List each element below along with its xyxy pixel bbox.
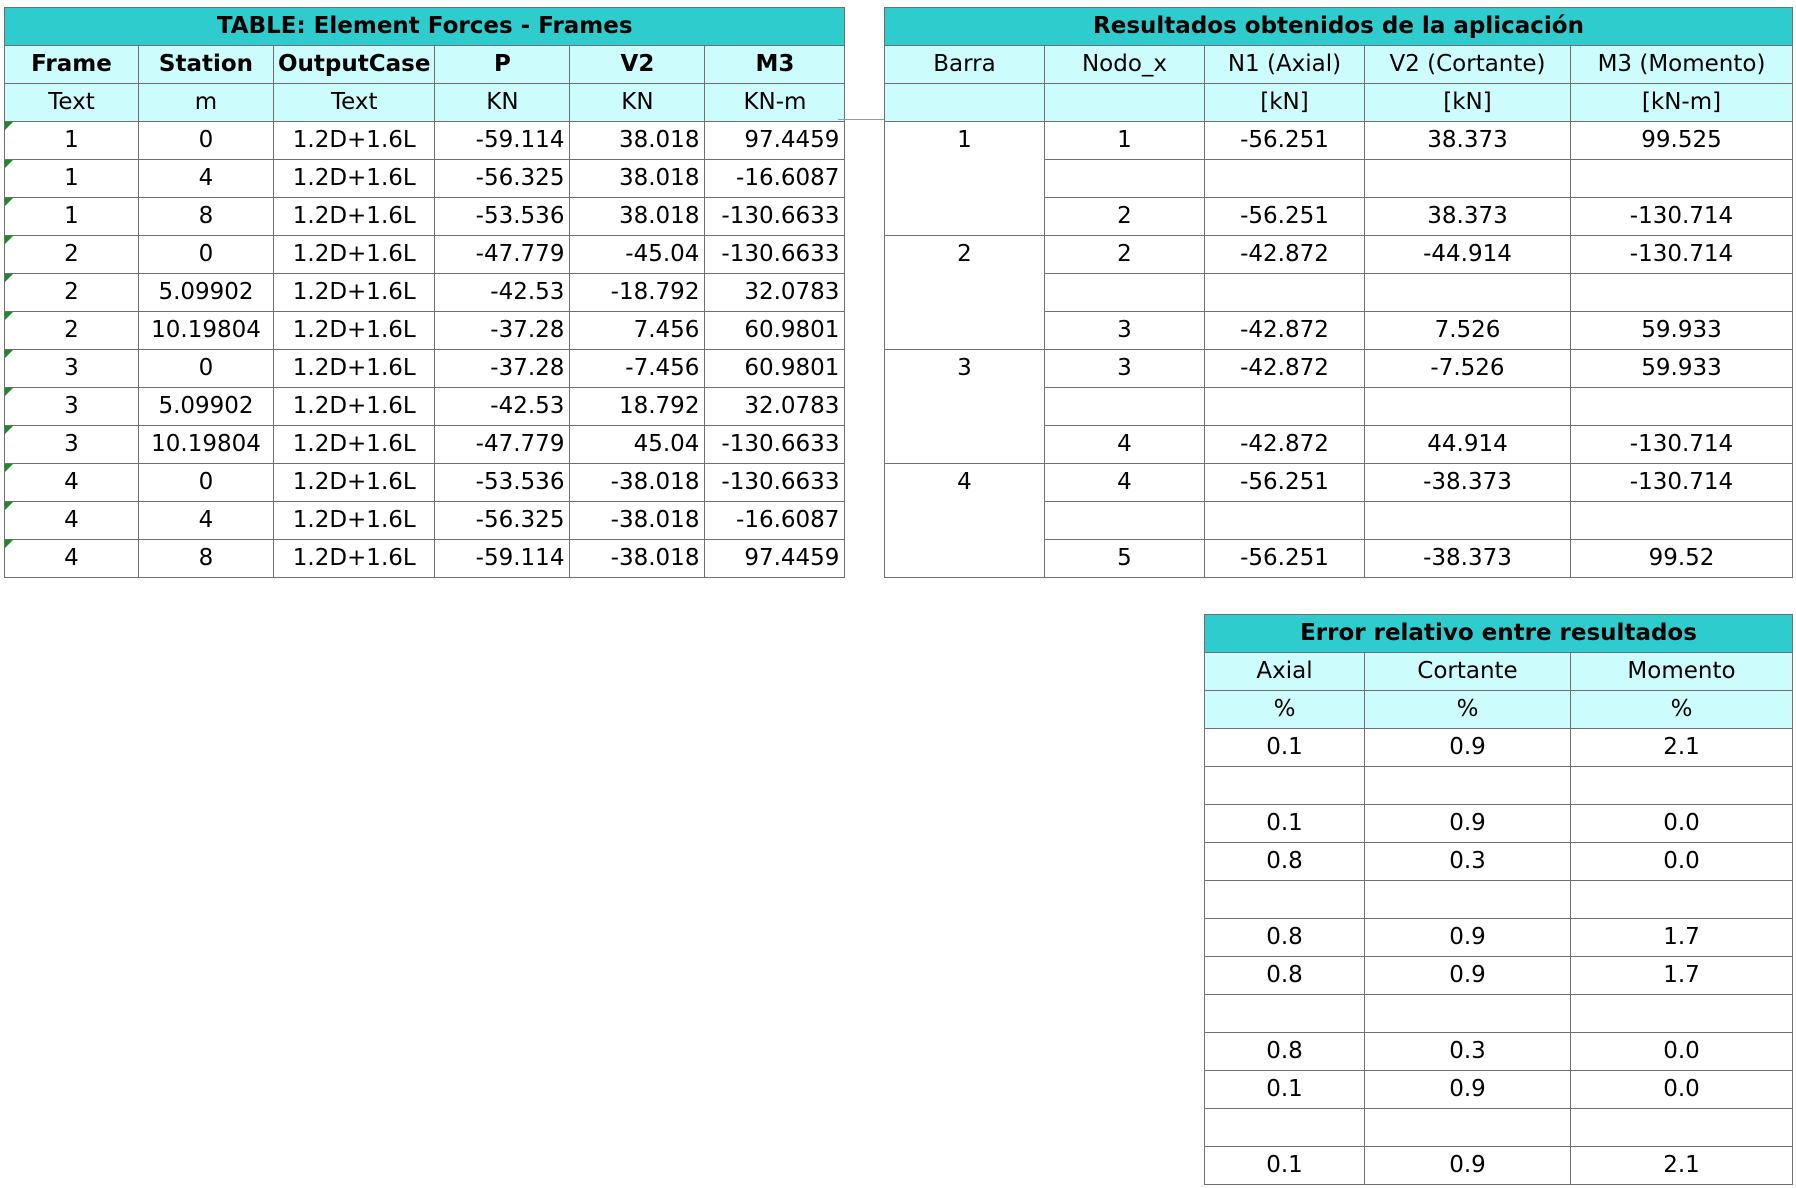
table-cell: 1.2D+1.6L <box>274 426 435 464</box>
column-header: Frame <box>5 46 139 84</box>
table-cell <box>885 388 1045 426</box>
table-cell: 0.9 <box>1365 1147 1571 1185</box>
table-cell <box>1365 995 1571 1033</box>
table-cell: -59.114 <box>435 540 570 578</box>
table-row <box>885 350 1793 388</box>
table-cell: -44.914 <box>1365 236 1571 274</box>
unit-label: % <box>1365 691 1571 729</box>
table-cell <box>885 274 1045 312</box>
relative-error-header-row <box>1205 653 1793 691</box>
table-cell: 0.9 <box>1365 957 1571 995</box>
table-cell: 2.1 <box>1571 1147 1793 1185</box>
table-row <box>1205 919 1793 957</box>
table-cell: 0 <box>139 464 274 502</box>
table-cell: 2 <box>5 274 139 312</box>
table-cell <box>1045 160 1205 198</box>
table-cell: 1.2D+1.6L <box>274 122 435 160</box>
table-cell: -130.6633 <box>705 236 845 274</box>
table-row <box>885 198 1793 236</box>
table-cell <box>1045 388 1205 426</box>
table-cell: -42.872 <box>1205 426 1365 464</box>
table-cell: -47.779 <box>435 426 570 464</box>
column-header: V2 (Cortante) <box>1365 46 1571 84</box>
table-cell <box>885 312 1045 350</box>
table-cell: 97.4459 <box>705 540 845 578</box>
table-row <box>885 540 1793 578</box>
unit-label <box>1045 84 1205 122</box>
table-cell: 10.19804 <box>139 426 274 464</box>
table-cell: -59.114 <box>435 122 570 160</box>
table-cell: 1.2D+1.6L <box>274 160 435 198</box>
table-row <box>885 236 1793 274</box>
table-cell <box>1365 881 1571 919</box>
column-header: M3 (Momento) <box>1571 46 1793 84</box>
table-cell: -38.018 <box>570 464 705 502</box>
element-forces-header-row <box>5 46 845 84</box>
table-cell: 60.9801 <box>705 350 845 388</box>
table-row <box>885 502 1793 540</box>
table-row <box>5 350 845 388</box>
table-cell <box>1571 274 1793 312</box>
unit-label: KN <box>570 84 705 122</box>
table-cell: 2 <box>5 312 139 350</box>
table-cell: 99.52 <box>1571 540 1793 578</box>
table-cell: -45.04 <box>570 236 705 274</box>
table-cell: -42.53 <box>435 388 570 426</box>
unit-label: KN-m <box>705 84 845 122</box>
table-cell: -130.714 <box>1571 464 1793 502</box>
app-results-title: Resultados obtenidos de la aplicación <box>885 8 1793 46</box>
table-cell: 0.3 <box>1365 1033 1571 1071</box>
table-cell: 97.4459 <box>705 122 845 160</box>
table-row <box>1205 957 1793 995</box>
table-cell: 5.09902 <box>139 388 274 426</box>
table-cell <box>1045 502 1205 540</box>
table-row <box>5 274 845 312</box>
table-cell: 59.933 <box>1571 350 1793 388</box>
table-cell: 0.8 <box>1205 843 1365 881</box>
table-row <box>5 236 845 274</box>
table-cell: 0.9 <box>1365 805 1571 843</box>
table-cell: 1.7 <box>1571 919 1793 957</box>
table-cell: -37.28 <box>435 350 570 388</box>
table-cell: 0.9 <box>1365 729 1571 767</box>
relative-error-units-row <box>1205 691 1793 729</box>
table-cell: 4 <box>5 540 139 578</box>
table-cell: 3 <box>1045 350 1205 388</box>
table-cell: 7.526 <box>1365 312 1571 350</box>
table-row <box>1205 1033 1793 1071</box>
unit-label: m <box>139 84 274 122</box>
table-cell: 1.2D+1.6L <box>274 388 435 426</box>
column-header: Station <box>139 46 274 84</box>
table-cell <box>1365 388 1571 426</box>
table-cell: 99.525 <box>1571 122 1793 160</box>
app-results-units-row <box>885 84 1793 122</box>
table-row <box>885 464 1793 502</box>
unit-label: [kN] <box>1365 84 1571 122</box>
table-cell: 1.2D+1.6L <box>274 198 435 236</box>
table-cell: 38.373 <box>1365 198 1571 236</box>
table-row <box>1205 1071 1793 1109</box>
table-cell: 3 <box>5 426 139 464</box>
table-cell: -56.251 <box>1205 198 1365 236</box>
column-header: V2 <box>570 46 705 84</box>
table-cell <box>885 198 1045 236</box>
table-row <box>885 426 1793 464</box>
table-cell: 2 <box>885 236 1045 274</box>
table-cell: -38.373 <box>1365 540 1571 578</box>
table-cell <box>1571 160 1793 198</box>
table-cell: 0.3 <box>1365 843 1571 881</box>
app-results-table <box>884 7 1793 578</box>
table-cell: 4 <box>5 502 139 540</box>
table-cell: 18.792 <box>570 388 705 426</box>
table-cell: -16.6087 <box>705 502 845 540</box>
table-row <box>1205 1109 1793 1147</box>
table-cell: 0 <box>139 236 274 274</box>
table-cell: 0.0 <box>1571 843 1793 881</box>
table-cell: 1 <box>5 160 139 198</box>
element-forces-units-row <box>5 84 845 122</box>
unit-label <box>885 84 1045 122</box>
table-cell: 2.1 <box>1571 729 1793 767</box>
relative-error-table <box>1204 614 1793 1185</box>
table-cell: -56.251 <box>1205 464 1365 502</box>
table-row <box>5 426 845 464</box>
table-cell: 0.1 <box>1205 729 1365 767</box>
table-cell: 0.0 <box>1571 1033 1793 1071</box>
table-cell: -130.714 <box>1571 236 1793 274</box>
table-cell: 3 <box>5 350 139 388</box>
element-forces-table <box>4 7 845 578</box>
table-row <box>1205 881 1793 919</box>
table-cell <box>1571 388 1793 426</box>
unit-label: [kN-m] <box>1571 84 1793 122</box>
table-row <box>5 160 845 198</box>
table-cell: 32.0783 <box>705 274 845 312</box>
table-cell: -38.373 <box>1365 464 1571 502</box>
table-cell <box>885 426 1045 464</box>
table-cell <box>1365 1109 1571 1147</box>
table-cell <box>1205 502 1365 540</box>
table-row <box>5 388 845 426</box>
table-cell <box>1205 767 1365 805</box>
table-cell: -42.53 <box>435 274 570 312</box>
table-cell <box>1205 995 1365 1033</box>
table-cell: -7.526 <box>1365 350 1571 388</box>
table-cell: -18.792 <box>570 274 705 312</box>
table-cell: 1.2D+1.6L <box>274 236 435 274</box>
table-cell: 5 <box>1045 540 1205 578</box>
table-cell: 4 <box>139 502 274 540</box>
table-row <box>1205 729 1793 767</box>
table-row <box>5 198 845 236</box>
table-cell: 4 <box>1045 426 1205 464</box>
table-row <box>1205 1147 1793 1185</box>
table-cell: 2 <box>5 236 139 274</box>
table-cell: 38.018 <box>570 122 705 160</box>
table-cell: 2 <box>1045 198 1205 236</box>
unit-label: % <box>1571 691 1793 729</box>
table-cell: -130.6633 <box>705 426 845 464</box>
column-header: Axial <box>1205 653 1365 691</box>
table-cell: -130.714 <box>1571 426 1793 464</box>
table-cell: 4 <box>1045 464 1205 502</box>
table-cell: 0 <box>139 122 274 160</box>
table-cell: 1 <box>5 198 139 236</box>
table-cell: 0.8 <box>1205 957 1365 995</box>
table-cell <box>885 502 1045 540</box>
table-cell: 1 <box>885 122 1045 160</box>
table-cell: 3 <box>1045 312 1205 350</box>
table-cell: -42.872 <box>1205 312 1365 350</box>
element-forces-title: TABLE: Element Forces - Frames <box>5 8 845 46</box>
table-cell <box>1571 881 1793 919</box>
table-cell: 1.2D+1.6L <box>274 350 435 388</box>
table-cell <box>885 160 1045 198</box>
table-cell <box>1205 388 1365 426</box>
table-cell <box>1571 502 1793 540</box>
table-cell: 4 <box>885 464 1045 502</box>
table-cell <box>885 540 1045 578</box>
relative-error-title: Error relativo entre resultados <box>1205 615 1793 653</box>
table-cell: 0.9 <box>1365 919 1571 957</box>
table-cell: -56.251 <box>1205 122 1365 160</box>
table-cell <box>1365 502 1571 540</box>
table-cell: -42.872 <box>1205 350 1365 388</box>
table-cell: -16.6087 <box>705 160 845 198</box>
table-cell <box>1571 767 1793 805</box>
table-cell: -130.6633 <box>705 464 845 502</box>
table-cell: 0.0 <box>1571 1071 1793 1109</box>
table-cell: 0 <box>139 350 274 388</box>
table-cell: -53.536 <box>435 464 570 502</box>
table-cell: 4 <box>5 464 139 502</box>
table-cell: 0.0 <box>1571 805 1793 843</box>
table-cell <box>1045 274 1205 312</box>
table-cell <box>1205 1109 1365 1147</box>
table-cell: 2 <box>1045 236 1205 274</box>
table-cell <box>1205 881 1365 919</box>
table-row <box>885 160 1793 198</box>
column-header: N1 (Axial) <box>1205 46 1365 84</box>
table-cell: 0.1 <box>1205 1147 1365 1185</box>
table-cell: -7.456 <box>570 350 705 388</box>
table-cell <box>1365 274 1571 312</box>
table-cell: -130.6633 <box>705 198 845 236</box>
table-row <box>1205 843 1793 881</box>
table-cell: 59.933 <box>1571 312 1793 350</box>
table-cell: 38.018 <box>570 198 705 236</box>
table-cell: 38.018 <box>570 160 705 198</box>
table-cell <box>1365 767 1571 805</box>
table-cell <box>1571 995 1793 1033</box>
table-cell: 45.04 <box>570 426 705 464</box>
table-cell: 7.456 <box>570 312 705 350</box>
table-cell: -38.018 <box>570 540 705 578</box>
table-cell <box>1205 274 1365 312</box>
table-cell: 3 <box>885 350 1045 388</box>
table-cell <box>1571 1109 1793 1147</box>
column-header: P <box>435 46 570 84</box>
divider-line <box>838 119 884 120</box>
table-row <box>5 502 845 540</box>
table-row <box>885 122 1793 160</box>
table-cell: -37.28 <box>435 312 570 350</box>
table-cell <box>1365 160 1571 198</box>
table-cell: -56.325 <box>435 160 570 198</box>
column-header: Barra <box>885 46 1045 84</box>
table-cell: 5.09902 <box>139 274 274 312</box>
table-cell: 0.9 <box>1365 1071 1571 1109</box>
table-cell: 8 <box>139 198 274 236</box>
table-row <box>1205 995 1793 1033</box>
table-row <box>5 464 845 502</box>
table-cell: 3 <box>5 388 139 426</box>
column-header: Nodo_x <box>1045 46 1205 84</box>
table-cell: -56.325 <box>435 502 570 540</box>
unit-label: [kN] <box>1205 84 1365 122</box>
table-cell: 1.2D+1.6L <box>274 274 435 312</box>
table-cell: -53.536 <box>435 198 570 236</box>
table-cell: -56.251 <box>1205 540 1365 578</box>
table-cell: 1.2D+1.6L <box>274 540 435 578</box>
table-cell: 38.373 <box>1365 122 1571 160</box>
table-cell: 10.19804 <box>139 312 274 350</box>
table-cell: 1.7 <box>1571 957 1793 995</box>
table-row <box>5 540 845 578</box>
table-cell: -42.872 <box>1205 236 1365 274</box>
table-cell: 1 <box>1045 122 1205 160</box>
table-cell: 44.914 <box>1365 426 1571 464</box>
table-row <box>1205 767 1793 805</box>
table-cell: 60.9801 <box>705 312 845 350</box>
table-cell <box>1205 160 1365 198</box>
column-header: OutputCase <box>274 46 435 84</box>
table-cell: 1.2D+1.6L <box>274 502 435 540</box>
table-row <box>885 274 1793 312</box>
unit-label: KN <box>435 84 570 122</box>
table-row <box>885 312 1793 350</box>
table-row <box>5 122 845 160</box>
unit-label: % <box>1205 691 1365 729</box>
table-cell: -130.714 <box>1571 198 1793 236</box>
table-cell: 0.1 <box>1205 805 1365 843</box>
table-cell: 0.8 <box>1205 1033 1365 1071</box>
table-cell: 1 <box>5 122 139 160</box>
column-header: M3 <box>705 46 845 84</box>
table-cell: 8 <box>139 540 274 578</box>
unit-label: Text <box>274 84 435 122</box>
table-row <box>885 388 1793 426</box>
column-header: Momento <box>1571 653 1793 691</box>
table-cell: -47.779 <box>435 236 570 274</box>
column-header: Cortante <box>1365 653 1571 691</box>
table-cell: 0.1 <box>1205 1071 1365 1109</box>
table-cell: 4 <box>139 160 274 198</box>
table-cell: 1.2D+1.6L <box>274 464 435 502</box>
table-cell: 1.2D+1.6L <box>274 312 435 350</box>
table-cell: 0.8 <box>1205 919 1365 957</box>
table-cell: -38.018 <box>570 502 705 540</box>
table-row <box>5 312 845 350</box>
unit-label: Text <box>5 84 139 122</box>
table-cell: 32.0783 <box>705 388 845 426</box>
table-row <box>1205 805 1793 843</box>
app-results-header-row <box>885 46 1793 84</box>
